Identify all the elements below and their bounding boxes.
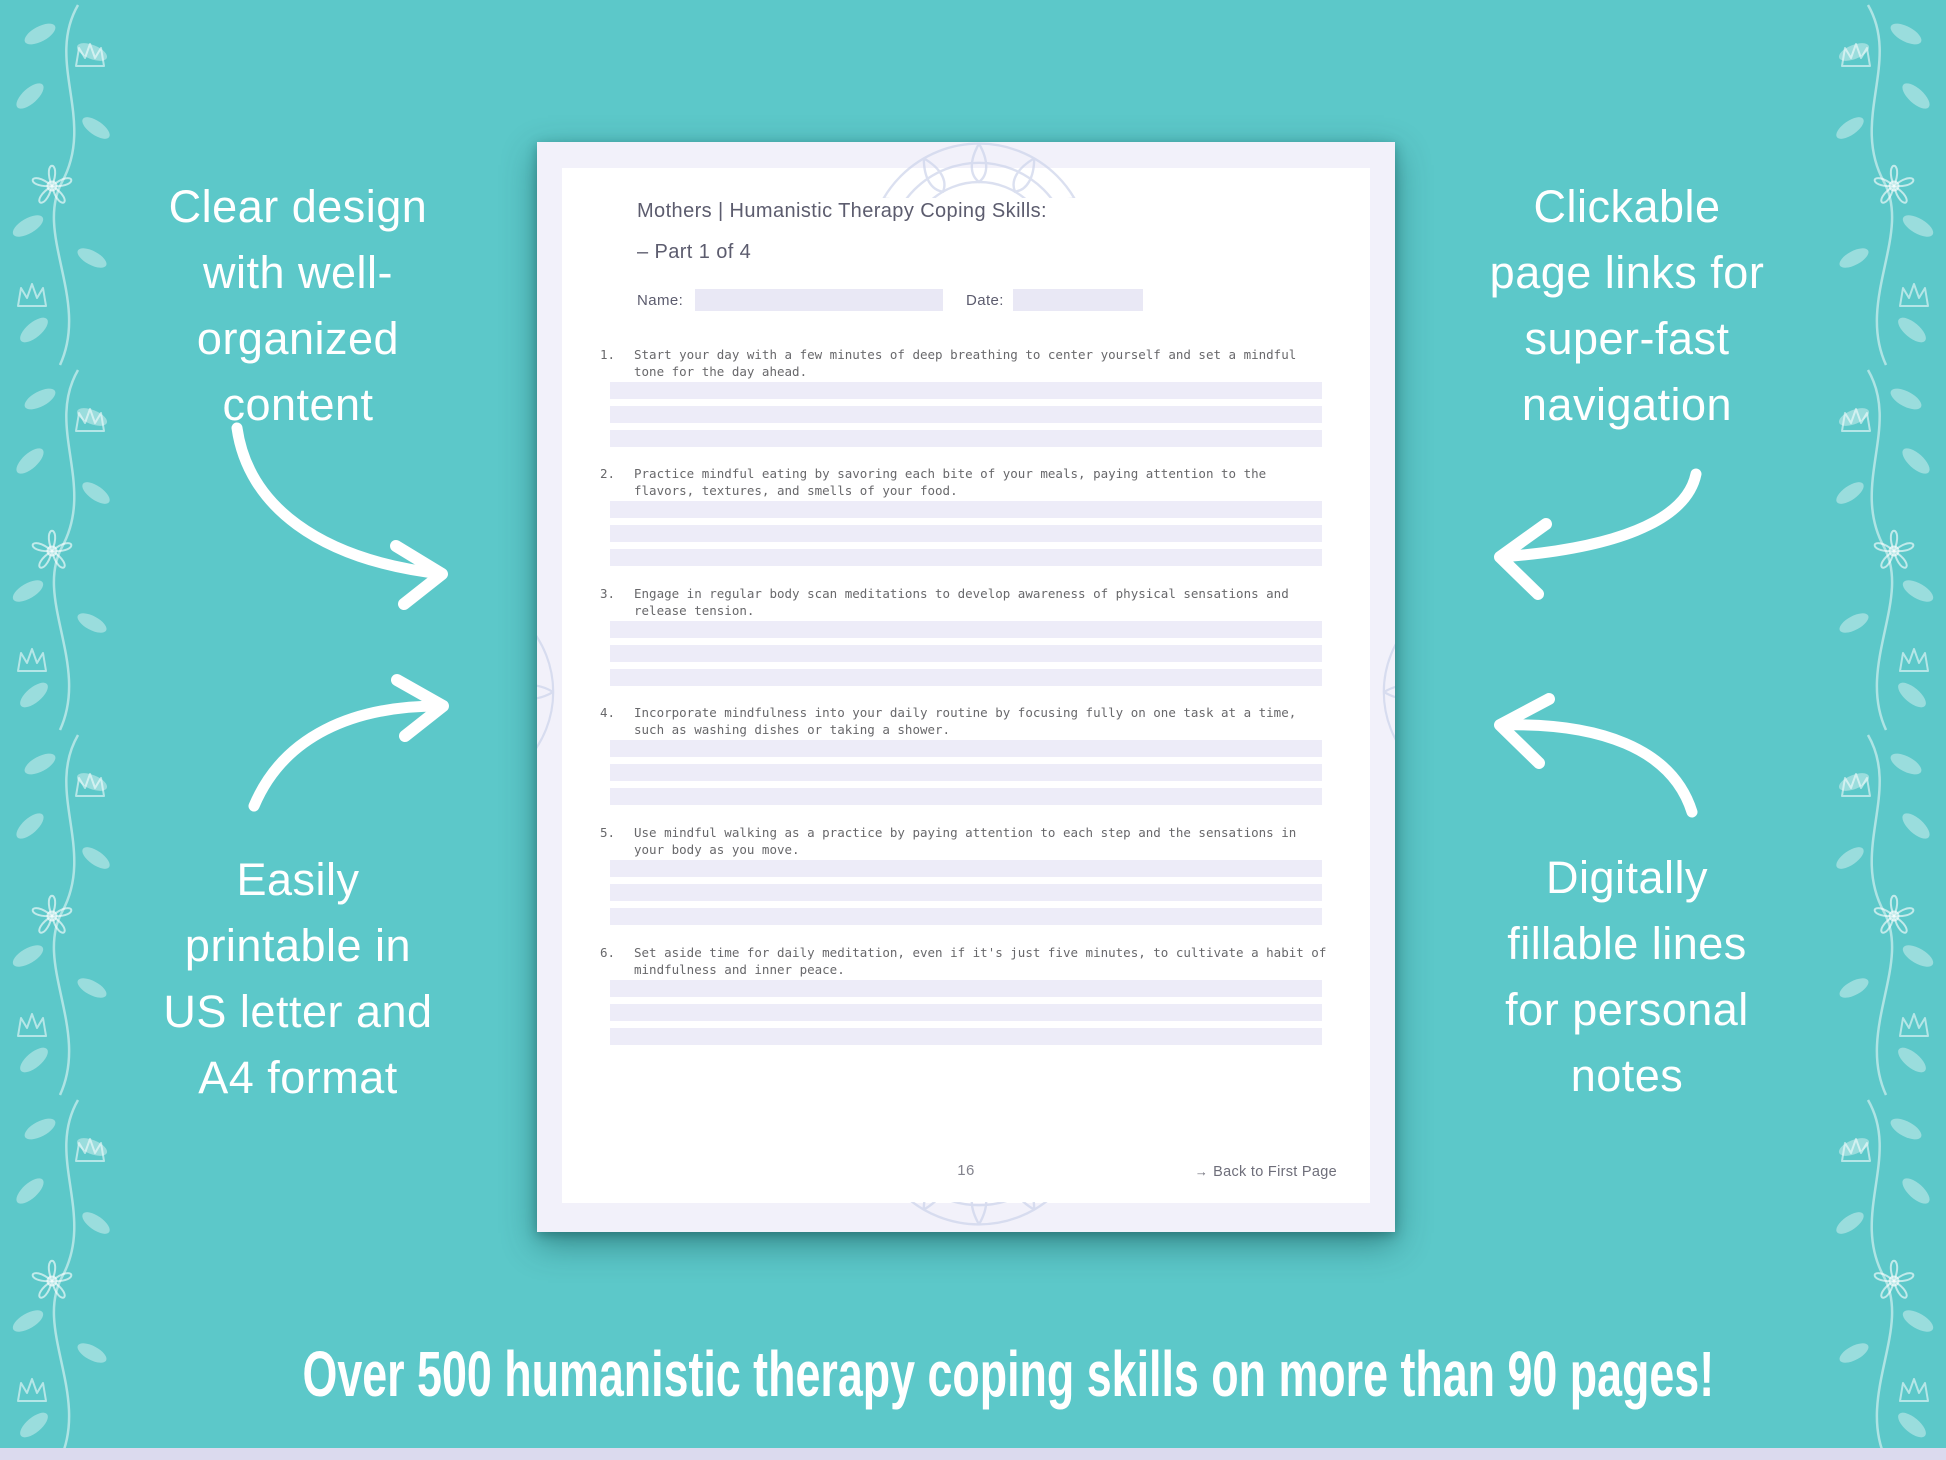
fillable-line[interactable]: [610, 980, 1322, 997]
callout-line: for personal: [1505, 984, 1749, 1035]
worksheet-title: Mothers | Humanistic Therapy Coping Skills:: [637, 200, 1047, 222]
curved-arrow-up-right-icon: [254, 680, 443, 806]
item-number: 2.: [600, 466, 616, 481]
back-link-label: Back to First Page: [1213, 1164, 1337, 1180]
item-text: Engage in regular body scan meditations to develop awareness of physical sensations and release tension.: [634, 586, 1289, 618]
date-label: Date:: [966, 292, 1004, 309]
fillable-line[interactable]: [610, 860, 1322, 877]
callout-fillable-lines: [1377, 845, 1877, 1109]
callout-line: Easily: [236, 854, 360, 905]
item-text: Practice mindful eating by savoring each bite of your meals, paying attention to the flavors, textures, and smells of your food.: [634, 466, 1267, 498]
callout-line: fillable lines: [1507, 918, 1747, 969]
fillable-line[interactable]: [610, 525, 1322, 542]
item-number: 6.: [600, 945, 616, 960]
fillable-line[interactable]: [610, 740, 1322, 757]
item-number: 3.: [600, 586, 616, 601]
callout-line: Clickable: [1533, 181, 1721, 232]
callout-line: super-fast: [1524, 313, 1730, 364]
fillable-line[interactable]: [610, 645, 1322, 662]
item-text: Start your day with a few minutes of deep breathing to center yourself and set a mindful tone for the day ahead.: [634, 347, 1297, 379]
right-arrow-icon: →: [1194, 1164, 1209, 1179]
fillable-line[interactable]: [610, 1004, 1322, 1021]
fillable-line[interactable]: [610, 621, 1322, 638]
bottom-headline: Over 500 humanistic therapy coping skills on more than 90 pages!: [302, 1338, 1715, 1410]
fillable-line[interactable]: [610, 908, 1322, 925]
item-text: Incorporate mindfulness into your daily routine by focusing fully on one task at a time, such as washing dishes or taking a shower.: [634, 705, 1297, 737]
curved-arrow-up-left-icon: [1500, 699, 1692, 812]
callout-printable: [48, 847, 548, 1111]
worksheet-page: [537, 142, 1395, 1232]
callout-line: page links for: [1489, 247, 1765, 298]
item-text: Set aside time for daily meditation, even if it's just five minutes, to cultivate a habit of mindfulness and inner peace.: [634, 945, 1327, 977]
page-number: 16: [957, 1162, 975, 1179]
mandala-left-icon: [537, 592, 562, 792]
callout-line: US letter and: [163, 986, 433, 1037]
coping-skill-item: [600, 346, 1329, 380]
callout-line: organized: [196, 313, 400, 364]
item-text: Use mindful walking as a practice by paying attention to each step and the sensations in your body as you move.: [634, 825, 1297, 857]
worksheet-part-label: – Part 1 of 4: [637, 241, 752, 263]
callout-line: A4 format: [198, 1052, 398, 1103]
coping-skill-item: [600, 585, 1329, 619]
fillable-line[interactable]: [610, 884, 1322, 901]
fillable-line[interactable]: [610, 1028, 1322, 1045]
callout-clickable-links: [1377, 174, 1877, 438]
bottom-strip: [0, 1448, 1946, 1460]
fillable-line[interactable]: [610, 549, 1322, 566]
item-number: 5.: [600, 825, 616, 840]
name-field[interactable]: [695, 289, 943, 311]
name-label: Name:: [637, 292, 684, 309]
coping-skill-item: [600, 944, 1329, 978]
date-field[interactable]: [1013, 289, 1143, 311]
callout-line: Digitally: [1545, 852, 1709, 903]
callout-line: content: [222, 379, 374, 430]
coping-skill-item: [600, 465, 1329, 499]
fillable-line[interactable]: [610, 764, 1322, 781]
fillable-line[interactable]: [610, 788, 1322, 805]
coping-skill-item: [600, 704, 1329, 738]
callout-line: with well-: [202, 247, 394, 298]
callout-line: notes: [1570, 1050, 1684, 1101]
back-to-first-page-link[interactable]: [1195, 1164, 1337, 1180]
callout-clear-design: [48, 174, 548, 438]
callout-line: Clear design: [168, 181, 428, 232]
floral-border-left-icon: [0, 0, 120, 1460]
fillable-line[interactable]: [610, 406, 1322, 423]
coping-skill-item: [600, 824, 1329, 858]
mandala-right-icon: [1370, 592, 1395, 792]
item-number: 4.: [600, 705, 616, 720]
curved-arrow-down-left-icon: [1500, 474, 1696, 594]
fillable-line[interactable]: [610, 382, 1322, 399]
floral-border-right-icon: [1826, 0, 1946, 1460]
item-number: 1.: [600, 347, 616, 362]
fillable-line[interactable]: [610, 501, 1322, 518]
mandala-bottom-icon: [859, 1202, 1099, 1232]
fillable-line[interactable]: [610, 669, 1322, 686]
curved-arrow-down-right-icon: [237, 428, 442, 604]
callout-line: printable in: [184, 920, 412, 971]
fillable-line[interactable]: [610, 430, 1322, 447]
callout-line: navigation: [1521, 379, 1733, 430]
